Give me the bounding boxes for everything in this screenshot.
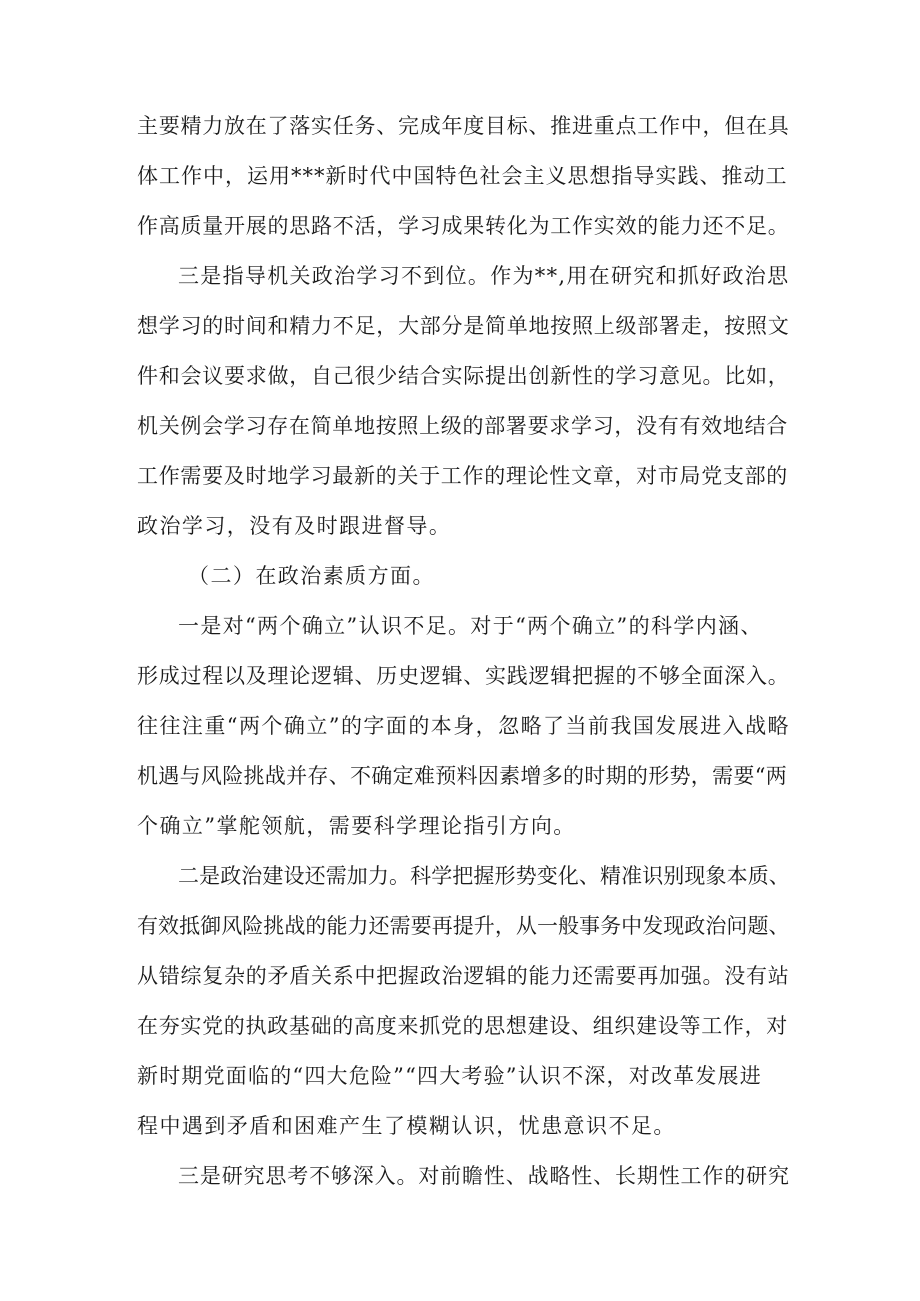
paragraph-2-line-5: 工作需要及时地学习最新的关于工作的理论性文章，对市局党支部的 [137, 464, 788, 488]
paragraph-5-line-1: 三是研究思考不够深入。对前瞻性、战略性、长期性工作的研究 [178, 1164, 790, 1188]
paragraph-4-line-6: 程中遇到矛盾和困难产生了模糊认识，忧患意识不足。 [137, 1114, 676, 1138]
paragraph-1-line-2: 体工作中，运用***新时代中国特色社会主义思想指导实践、推动工 [137, 164, 788, 188]
paragraph-2-line-3: 件和会议要求做，自己很少结合实际提出创新性的学习意见。比如， [137, 364, 790, 388]
section-heading: （二）在政治素质方面。 [188, 564, 435, 588]
paragraph-4-line-1: 二是政治建设还需加力。科学把握形势变化、精准识别现象本质、 [178, 864, 790, 888]
paragraph-2-line-6: 政治学习，没有及时跟进督导。 [137, 514, 452, 538]
paragraph-1-line-1: 主要精力放在了落实任务、完成年度目标、推进重点工作中，但在具 [137, 114, 790, 138]
paragraph-2-line-1: 三是指导机关政治学习不到位。作为**,用在研究和抓好政治思 [178, 264, 790, 288]
paragraph-4-line-5: 新时期党面临的“四大危险”“四大考验”认识不深，对改革发展进 [137, 1064, 762, 1088]
paragraph-3-line-3: 往往注重“两个确立”的字面的本身，忽略了当前我国发展进入战略 [137, 714, 790, 738]
paragraph-4-line-3: 从错综复杂的矛盾关系中把握政治逻辑的能力还需要再加强。没有站 [137, 964, 790, 988]
paragraph-3-line-2: 形成过程以及理论逻辑、历史逻辑、实践逻辑把握的不够全面深入。 [137, 664, 790, 688]
paragraph-3-line-4: 机遇与风险挑战并存、不确定难预料因素增多的时期的形势，需要“两 [137, 764, 788, 788]
paragraph-2-line-4: 机关例会学习存在简单地按照上级的部署要求学习，没有有效地结合 [137, 414, 788, 438]
paragraph-1-line-3: 作高质量开展的思路不活，学习成果转化为工作实效的能力还不足。 [137, 214, 790, 238]
paragraph-4-line-4: 在夯实党的执政基础的高度来抓党的思想建设、组织建设等工作，对 [137, 1014, 788, 1038]
paragraph-4-line-2: 有效抵御风险挑战的能力还需要再提升，从一般事务中发现政治问题、 [137, 914, 790, 938]
paragraph-2-line-2: 想学习的时间和精力不足，大部分是简单地按照上级部署走，按照文 [137, 314, 790, 338]
paragraph-3-line-5: 个确立”掌舵领航，需要科学理论指引方向。 [137, 814, 576, 838]
paragraph-3-line-1: 一是对“两个确立”认识不足。对于“两个确立”的科学内涵、 [178, 614, 763, 638]
